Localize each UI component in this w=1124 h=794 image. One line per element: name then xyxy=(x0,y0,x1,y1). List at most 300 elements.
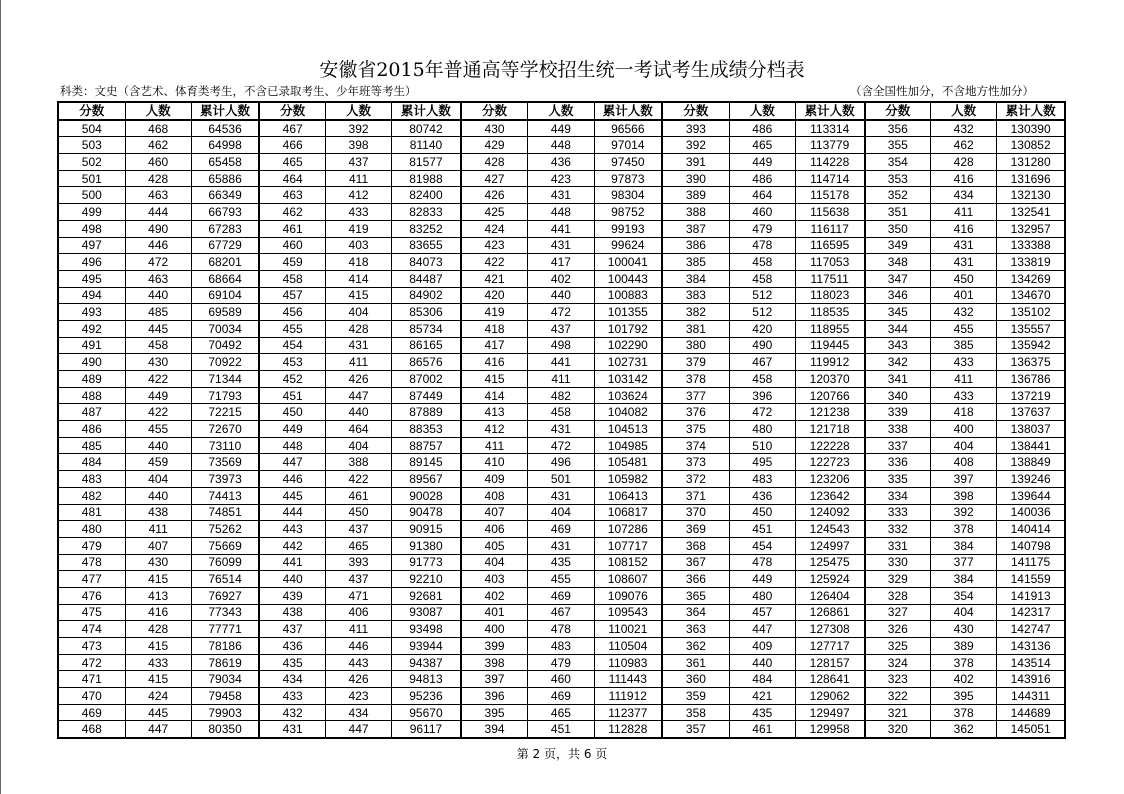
cumulative-cell: 71793 xyxy=(191,387,259,404)
score-cell: 494 xyxy=(58,287,125,304)
count-cell: 395 xyxy=(931,688,997,705)
score-cell: 485 xyxy=(58,437,125,454)
count-header: 人数 xyxy=(931,102,997,120)
count-cell: 478 xyxy=(528,621,594,638)
score-cell: 330 xyxy=(865,554,931,571)
cumulative-cell: 102731 xyxy=(594,354,662,371)
cumulative-cell: 65886 xyxy=(191,170,259,187)
count-cell: 401 xyxy=(931,287,997,304)
score-cell: 426 xyxy=(461,187,528,204)
count-cell: 412 xyxy=(326,187,392,204)
score-cell: 325 xyxy=(865,638,931,655)
count-cell: 402 xyxy=(931,671,997,688)
cumulative-cell: 74413 xyxy=(191,487,259,504)
cumulative-cell: 115638 xyxy=(795,204,864,221)
cumulative-cell: 81577 xyxy=(392,154,461,171)
score-cell: 469 xyxy=(58,704,125,721)
score-cell: 419 xyxy=(461,304,528,321)
cumulative-cell: 98304 xyxy=(594,187,662,204)
count-cell: 415 xyxy=(125,638,191,655)
count-cell: 483 xyxy=(729,471,795,488)
count-cell: 447 xyxy=(326,387,392,404)
score-cell: 439 xyxy=(259,587,325,604)
score-cell: 340 xyxy=(865,387,931,404)
count-cell: 450 xyxy=(326,504,392,521)
table-row xyxy=(58,304,1065,321)
count-cell: 495 xyxy=(729,454,795,471)
score-cell: 457 xyxy=(259,287,325,304)
cumulative-cell: 87002 xyxy=(392,371,461,388)
table-row xyxy=(58,437,1065,454)
score-cell: 389 xyxy=(662,187,729,204)
score-cell: 468 xyxy=(58,721,125,738)
cumulative-cell: 106413 xyxy=(594,487,662,504)
score-cell: 418 xyxy=(461,320,528,337)
cumulative-cell: 70492 xyxy=(191,337,259,354)
cumulative-cell: 78186 xyxy=(191,638,259,655)
score-cell: 447 xyxy=(259,454,325,471)
score-cell: 487 xyxy=(58,404,125,421)
count-cell: 486 xyxy=(729,170,795,187)
count-cell: 446 xyxy=(125,237,191,254)
count-cell: 441 xyxy=(528,354,594,371)
count-cell: 512 xyxy=(729,287,795,304)
table-row xyxy=(58,137,1065,154)
score-cell: 366 xyxy=(662,571,729,588)
count-cell: 433 xyxy=(931,354,997,371)
count-cell: 384 xyxy=(931,571,997,588)
score-cell: 332 xyxy=(865,521,931,538)
table-row xyxy=(58,120,1065,137)
score-cell: 440 xyxy=(259,571,325,588)
score-cell: 333 xyxy=(865,504,931,521)
count-cell: 430 xyxy=(125,554,191,571)
count-cell: 510 xyxy=(729,437,795,454)
score-cell: 396 xyxy=(461,688,528,705)
count-cell: 354 xyxy=(931,587,997,604)
score-cell: 344 xyxy=(865,320,931,337)
score-cell: 474 xyxy=(58,621,125,638)
cumulative-cell: 121718 xyxy=(795,421,864,438)
count-cell: 398 xyxy=(931,487,997,504)
score-cell: 489 xyxy=(58,371,125,388)
cumulative-cell: 127308 xyxy=(795,621,864,638)
cumulative-cell: 67729 xyxy=(191,237,259,254)
count-cell: 393 xyxy=(326,554,392,571)
table-row xyxy=(58,404,1065,421)
score-cell: 477 xyxy=(58,571,125,588)
cumulative-cell: 100041 xyxy=(594,254,662,271)
score-cell: 444 xyxy=(259,504,325,521)
count-cell: 398 xyxy=(326,137,392,154)
score-cell: 465 xyxy=(259,154,325,171)
score-cell: 504 xyxy=(58,120,125,137)
count-cell: 434 xyxy=(326,704,392,721)
cumulative-header: 累计人数 xyxy=(795,102,864,120)
score-cell: 483 xyxy=(58,471,125,488)
cumulative-cell: 141175 xyxy=(997,554,1065,571)
table-body xyxy=(58,120,1065,738)
score-cell: 472 xyxy=(58,654,125,671)
score-cell: 475 xyxy=(58,604,125,621)
score-cell: 390 xyxy=(662,170,729,187)
cumulative-cell: 144311 xyxy=(997,688,1065,705)
cumulative-cell: 98752 xyxy=(594,204,662,221)
score-cell: 364 xyxy=(662,604,729,621)
count-cell: 455 xyxy=(931,320,997,337)
score-cell: 429 xyxy=(461,137,528,154)
cumulative-cell: 105982 xyxy=(594,471,662,488)
score-cell: 458 xyxy=(259,270,325,287)
cumulative-cell: 117053 xyxy=(795,254,864,271)
cumulative-cell: 144689 xyxy=(997,704,1065,721)
cumulative-cell: 89145 xyxy=(392,454,461,471)
cumulative-header: 累计人数 xyxy=(392,102,461,120)
cumulative-cell: 125924 xyxy=(795,571,864,588)
table-row xyxy=(58,220,1065,237)
cumulative-cell: 85734 xyxy=(392,320,461,337)
score-cell: 347 xyxy=(865,270,931,287)
count-cell: 458 xyxy=(729,254,795,271)
table-row xyxy=(58,721,1065,738)
cumulative-cell: 131696 xyxy=(997,170,1065,187)
table-row xyxy=(58,554,1065,571)
cumulative-cell: 112828 xyxy=(594,721,662,738)
count-cell: 468 xyxy=(125,120,191,137)
score-cell: 414 xyxy=(461,387,528,404)
score-cell: 422 xyxy=(461,254,528,271)
count-cell: 479 xyxy=(528,654,594,671)
count-cell: 498 xyxy=(528,337,594,354)
count-cell: 451 xyxy=(729,521,795,538)
count-cell: 471 xyxy=(326,587,392,604)
count-cell: 512 xyxy=(729,304,795,321)
count-cell: 483 xyxy=(528,638,594,655)
cumulative-cell: 119445 xyxy=(795,337,864,354)
score-cell: 326 xyxy=(865,621,931,638)
cumulative-cell: 101355 xyxy=(594,304,662,321)
score-cell: 408 xyxy=(461,487,528,504)
score-cell: 498 xyxy=(58,220,125,237)
page-title: 安徽省2015年普通高等学校招生统一考试考生成绩分档表 xyxy=(319,59,805,81)
count-cell: 449 xyxy=(729,154,795,171)
cumulative-cell: 141559 xyxy=(997,571,1065,588)
cumulative-cell: 138037 xyxy=(997,421,1065,438)
count-cell: 465 xyxy=(326,537,392,554)
score-cell: 467 xyxy=(259,120,325,137)
cumulative-cell: 124543 xyxy=(795,521,864,538)
count-cell: 440 xyxy=(326,404,392,421)
count-cell: 400 xyxy=(931,421,997,438)
cumulative-cell: 108607 xyxy=(594,571,662,588)
cumulative-header: 累计人数 xyxy=(191,102,259,120)
count-cell: 378 xyxy=(931,521,997,538)
score-cell: 437 xyxy=(259,621,325,638)
count-cell: 415 xyxy=(125,571,191,588)
score-cell: 480 xyxy=(58,521,125,538)
count-cell: 409 xyxy=(729,638,795,655)
score-cell: 491 xyxy=(58,337,125,354)
count-cell: 449 xyxy=(125,387,191,404)
cumulative-cell: 90478 xyxy=(392,504,461,521)
score-cell: 374 xyxy=(662,437,729,454)
score-cell: 355 xyxy=(865,137,931,154)
count-cell: 437 xyxy=(528,320,594,337)
count-cell: 446 xyxy=(326,638,392,655)
score-cell: 456 xyxy=(259,304,325,321)
count-cell: 458 xyxy=(729,270,795,287)
score-cell: 502 xyxy=(58,154,125,171)
score-cell: 367 xyxy=(662,554,729,571)
table-row xyxy=(58,504,1065,521)
table-row xyxy=(58,270,1065,287)
score-cell: 478 xyxy=(58,554,125,571)
cumulative-cell: 91380 xyxy=(392,537,461,554)
cumulative-cell: 141913 xyxy=(997,587,1065,604)
cumulative-cell: 113314 xyxy=(795,120,864,137)
table-row xyxy=(58,154,1065,171)
score-cell: 454 xyxy=(259,337,325,354)
score-cell: 492 xyxy=(58,320,125,337)
score-cell: 388 xyxy=(662,204,729,221)
cumulative-cell: 100443 xyxy=(594,270,662,287)
score-cell: 329 xyxy=(865,571,931,588)
count-cell: 422 xyxy=(125,371,191,388)
count-cell: 430 xyxy=(125,354,191,371)
count-cell: 378 xyxy=(931,704,997,721)
score-cell: 395 xyxy=(461,704,528,721)
count-cell: 397 xyxy=(931,471,997,488)
cumulative-cell: 132130 xyxy=(997,187,1065,204)
count-cell: 463 xyxy=(125,270,191,287)
score-cell: 359 xyxy=(662,688,729,705)
score-cell: 350 xyxy=(865,220,931,237)
count-cell: 411 xyxy=(326,621,392,638)
score-cell: 322 xyxy=(865,688,931,705)
cumulative-cell: 83252 xyxy=(392,220,461,237)
count-cell: 435 xyxy=(528,554,594,571)
cumulative-cell: 119912 xyxy=(795,354,864,371)
table-row xyxy=(58,320,1065,337)
cumulative-cell: 108152 xyxy=(594,554,662,571)
score-cell: 345 xyxy=(865,304,931,321)
score-header: 分数 xyxy=(58,102,125,120)
table-row xyxy=(58,454,1065,471)
cumulative-cell: 84902 xyxy=(392,287,461,304)
cumulative-cell: 118955 xyxy=(795,320,864,337)
score-cell: 462 xyxy=(259,204,325,221)
cumulative-cell: 109076 xyxy=(594,587,662,604)
score-cell: 342 xyxy=(865,354,931,371)
cumulative-cell: 66349 xyxy=(191,187,259,204)
cumulative-cell: 122228 xyxy=(795,437,864,454)
cumulative-cell: 70034 xyxy=(191,320,259,337)
cumulative-cell: 137637 xyxy=(997,404,1065,421)
count-cell: 431 xyxy=(528,487,594,504)
score-cell: 425 xyxy=(461,204,528,221)
count-cell: 431 xyxy=(528,187,594,204)
count-cell: 478 xyxy=(729,554,795,571)
cumulative-cell: 126404 xyxy=(795,587,864,604)
table-row xyxy=(58,237,1065,254)
score-header: 分数 xyxy=(259,102,325,120)
cumulative-cell: 110021 xyxy=(594,621,662,638)
cumulative-cell: 140036 xyxy=(997,504,1065,521)
count-header: 人数 xyxy=(729,102,795,120)
cumulative-cell: 128641 xyxy=(795,671,864,688)
cumulative-cell: 124997 xyxy=(795,537,864,554)
count-cell: 440 xyxy=(729,654,795,671)
score-cell: 420 xyxy=(461,287,528,304)
count-cell: 450 xyxy=(729,504,795,521)
table-row xyxy=(58,604,1065,621)
score-cell: 356 xyxy=(865,120,931,137)
score-cell: 450 xyxy=(259,404,325,421)
count-cell: 422 xyxy=(125,404,191,421)
table-row xyxy=(58,204,1065,221)
count-cell: 404 xyxy=(931,604,997,621)
count-cell: 460 xyxy=(125,154,191,171)
count-cell: 385 xyxy=(931,337,997,354)
category-note: 科类：文史（含艺术、体育类考生，不含已录取考生、少年班等考生） xyxy=(60,84,417,98)
count-cell: 426 xyxy=(326,371,392,388)
count-cell: 461 xyxy=(729,721,795,738)
cumulative-cell: 114228 xyxy=(795,154,864,171)
score-cell: 488 xyxy=(58,387,125,404)
count-cell: 433 xyxy=(125,654,191,671)
cumulative-cell: 84487 xyxy=(392,270,461,287)
count-cell: 472 xyxy=(528,304,594,321)
score-cell: 501 xyxy=(58,170,125,187)
score-cell: 413 xyxy=(461,404,528,421)
count-cell: 428 xyxy=(125,621,191,638)
score-cell: 372 xyxy=(662,471,729,488)
count-cell: 434 xyxy=(931,187,997,204)
cumulative-cell: 68201 xyxy=(191,254,259,271)
count-cell: 472 xyxy=(528,437,594,454)
cumulative-cell: 76927 xyxy=(191,587,259,604)
table-row xyxy=(58,170,1065,187)
cumulative-cell: 124092 xyxy=(795,504,864,521)
score-cell: 349 xyxy=(865,237,931,254)
count-cell: 362 xyxy=(931,721,997,738)
score-cell: 362 xyxy=(662,638,729,655)
cumulative-cell: 130390 xyxy=(997,120,1065,137)
cumulative-cell: 121238 xyxy=(795,404,864,421)
count-cell: 436 xyxy=(729,487,795,504)
count-cell: 432 xyxy=(931,304,997,321)
table-row xyxy=(58,337,1065,354)
count-cell: 431 xyxy=(931,237,997,254)
table-row xyxy=(58,254,1065,271)
score-cell: 380 xyxy=(662,337,729,354)
count-cell: 431 xyxy=(326,337,392,354)
cumulative-cell: 84073 xyxy=(392,254,461,271)
count-cell: 404 xyxy=(931,437,997,454)
count-cell: 445 xyxy=(125,320,191,337)
score-cell: 445 xyxy=(259,487,325,504)
score-cell: 375 xyxy=(662,421,729,438)
cumulative-cell: 75669 xyxy=(191,537,259,554)
cumulative-cell: 104985 xyxy=(594,437,662,454)
table-row xyxy=(58,387,1065,404)
count-cell: 431 xyxy=(528,421,594,438)
score-cell: 394 xyxy=(461,721,528,738)
count-cell: 421 xyxy=(729,688,795,705)
table-row xyxy=(58,521,1065,538)
cumulative-cell: 138441 xyxy=(997,437,1065,454)
count-header: 人数 xyxy=(326,102,392,120)
cumulative-cell: 88353 xyxy=(392,421,461,438)
cumulative-cell: 82833 xyxy=(392,204,461,221)
count-cell: 378 xyxy=(931,654,997,671)
count-cell: 501 xyxy=(528,471,594,488)
score-cell: 363 xyxy=(662,621,729,638)
count-cell: 482 xyxy=(528,387,594,404)
cumulative-cell: 73110 xyxy=(191,437,259,454)
count-cell: 418 xyxy=(931,404,997,421)
score-cell: 392 xyxy=(662,137,729,154)
cumulative-cell: 116595 xyxy=(795,237,864,254)
score-cell: 412 xyxy=(461,421,528,438)
cumulative-cell: 117511 xyxy=(795,270,864,287)
cumulative-cell: 140798 xyxy=(997,537,1065,554)
cumulative-cell: 75262 xyxy=(191,521,259,538)
cumulative-cell: 103624 xyxy=(594,387,662,404)
count-cell: 436 xyxy=(528,154,594,171)
table-row xyxy=(58,571,1065,588)
score-cell: 343 xyxy=(865,337,931,354)
count-cell: 384 xyxy=(931,537,997,554)
cumulative-cell: 105481 xyxy=(594,454,662,471)
cumulative-cell: 107717 xyxy=(594,537,662,554)
count-cell: 458 xyxy=(729,371,795,388)
cumulative-cell: 79903 xyxy=(191,704,259,721)
cumulative-cell: 96117 xyxy=(392,721,461,738)
cumulative-cell: 132541 xyxy=(997,204,1065,221)
cumulative-cell: 73973 xyxy=(191,471,259,488)
score-cell: 370 xyxy=(662,504,729,521)
score-cell: 417 xyxy=(461,337,528,354)
count-cell: 469 xyxy=(528,521,594,538)
count-cell: 406 xyxy=(326,604,392,621)
page-number: 第 2 页，共 6 页 xyxy=(516,747,608,761)
cumulative-cell: 120370 xyxy=(795,371,864,388)
score-cell: 411 xyxy=(461,437,528,454)
count-cell: 448 xyxy=(528,204,594,221)
cumulative-header: 累计人数 xyxy=(594,102,662,120)
cumulative-cell: 69104 xyxy=(191,287,259,304)
count-cell: 402 xyxy=(528,270,594,287)
count-cell: 411 xyxy=(931,204,997,221)
count-cell: 447 xyxy=(729,621,795,638)
table-row xyxy=(58,621,1065,638)
table-row xyxy=(58,187,1065,204)
score-cell: 341 xyxy=(865,371,931,388)
score-cell: 415 xyxy=(461,371,528,388)
cumulative-cell: 83655 xyxy=(392,237,461,254)
cumulative-cell: 72670 xyxy=(191,421,259,438)
score-cell: 461 xyxy=(259,220,325,237)
score-cell: 397 xyxy=(461,671,528,688)
cumulative-cell: 137219 xyxy=(997,387,1065,404)
cumulative-cell: 76099 xyxy=(191,554,259,571)
score-header: 分数 xyxy=(461,102,528,120)
score-cell: 407 xyxy=(461,504,528,521)
count-cell: 464 xyxy=(729,187,795,204)
cumulative-cell: 104513 xyxy=(594,421,662,438)
count-cell: 455 xyxy=(125,421,191,438)
